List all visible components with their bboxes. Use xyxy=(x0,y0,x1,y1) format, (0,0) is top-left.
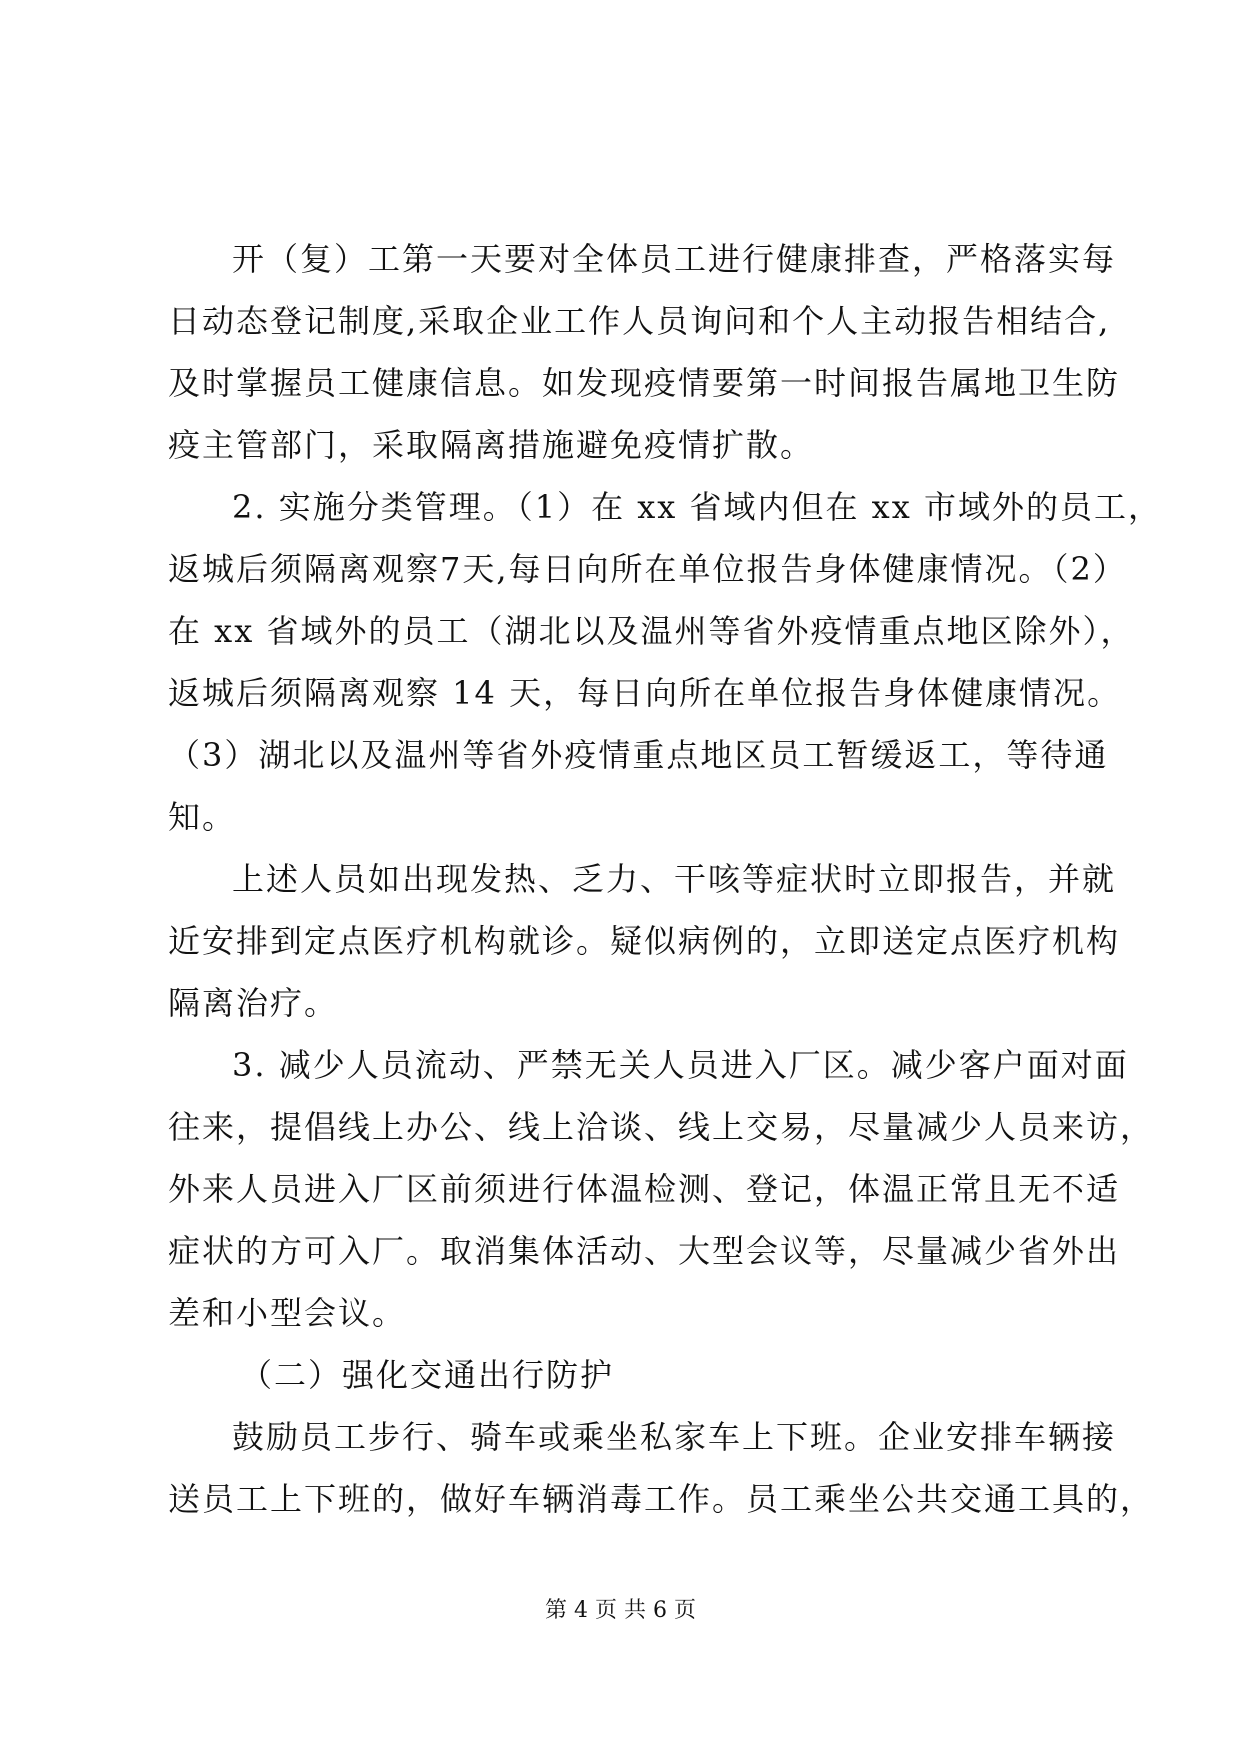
paragraph-line: 返城后须隔离观察 14 天，每日向所在单位报告身体健康情况。 xyxy=(168,674,1122,712)
paragraph-line: 知。 xyxy=(168,798,237,836)
paragraph-line: 返城后须隔离观察7天,每日向所在单位报告身体健康情况。（2） xyxy=(168,550,1127,588)
paragraph-line: 2. 实施分类管理。（1）在 xx 省域内但在 xx 市域外的员工， xyxy=(232,488,1162,526)
paragraph-line: 开（复）工第一天要对全体员工进行健康排查，严格落实每 xyxy=(232,240,1117,278)
paragraph-line: （3）湖北以及温州等省外疫情重点地区员工暂缓返工，等待通 xyxy=(168,736,1109,774)
paragraph-line: 差和小型会议。 xyxy=(168,1294,407,1332)
paragraph-line: 鼓励员工步行、骑车或乘坐私家车上下班。企业安排车辆接 xyxy=(232,1418,1117,1456)
paragraph-line: 往来，提倡线上办公、线上洽谈、线上交易，尽量减少人员来访， xyxy=(168,1108,1155,1146)
paragraph-line: 在 xx 省域外的员工（湖北以及温州等省外疫情重点地区除外）， xyxy=(168,612,1135,650)
paragraph-line: 外来人员进入厂区前须进行体温检测、登记，体温正常且无不适 xyxy=(168,1170,1121,1208)
paragraph-line: 日动态登记制度,采取企业工作人员询问和个人主动报告相结合, xyxy=(168,302,1111,340)
paragraph-line: 症状的方可入厂。取消集体活动、大型会议等，尽量减少省外出 xyxy=(168,1232,1121,1270)
page-number-footer: 第 4 页 共 6 页 xyxy=(545,1598,696,1623)
paragraph-line: 隔离治疗。 xyxy=(168,984,339,1022)
paragraph-line: 上述人员如出现发热、乏力、干咳等症状时立即报告，并就 xyxy=(232,860,1117,898)
document-body xyxy=(168,228,1162,1530)
paragraph-line: 及时掌握员工健康信息。如发现疫情要第一时间报告属地卫生防 xyxy=(168,364,1121,402)
paragraph-line: 近安排到定点医疗机构就诊。疑似病例的，立即送定点医疗机构 xyxy=(168,922,1121,960)
paragraph-line: 3. 减少人员流动、严禁无关人员进入厂区。减少客户面对面 xyxy=(232,1046,1129,1084)
section-heading: （二）强化交通出行防护 xyxy=(240,1356,615,1394)
paragraph-line: 送员工上下班的，做好车辆消毒工作。员工乘坐公共交通工具的， xyxy=(168,1480,1155,1518)
paragraph-line: 疫主管部门，采取隔离措施避免疫情扩散。 xyxy=(168,426,815,464)
